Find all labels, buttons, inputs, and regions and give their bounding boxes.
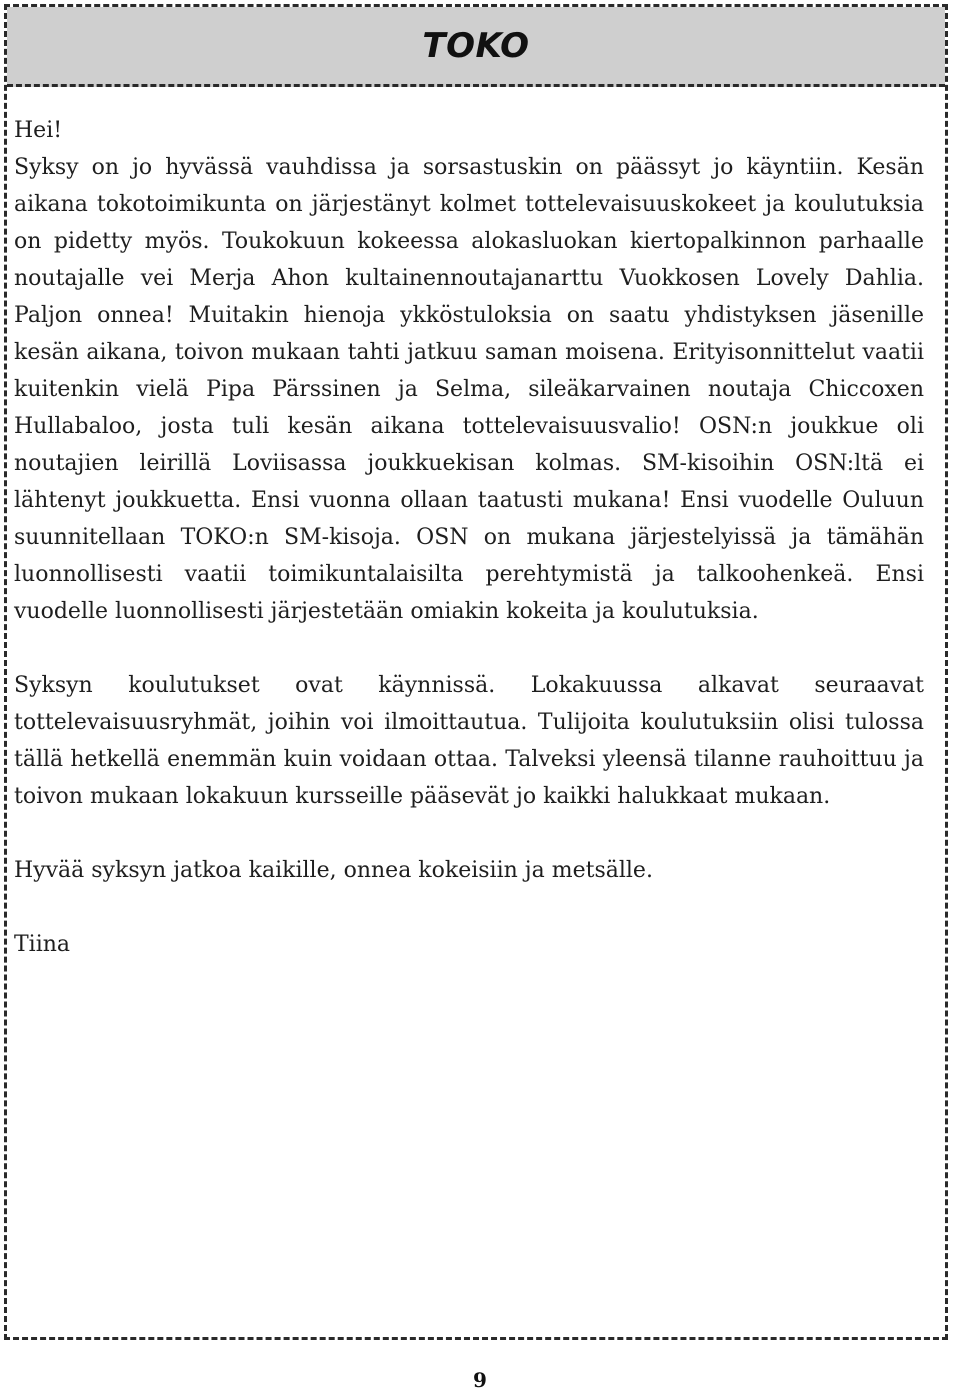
greeting: Hei!: [14, 118, 63, 143]
paragraph-spacer: [14, 815, 924, 852]
page-number: 9: [473, 1368, 487, 1392]
paragraph-news: Syksy on jo hyvässä vauhdissa ja sorsastuskin on päässyt jo käyntiin. Kesän aikana tokotoimikunta on järjestänyt kolmet tottelevaisuuskokeet ja koulutuksia on pidetty myös. Toukokuun kokeessa alokasluokan kiertopalkinnon parhaalle noutajalle vei Merja Ahon kultainennoutajanarttu Vuokkosen Lovely Dahlia. Paljon onnea! Muitakin hienoja ykköstuloksia on saatu yhdistyksen jäsenille kesän aikana, toivon mukaan tahti jatkuu saman moisena. Erityisonnittelut vaatii kuitenkin vielä Pipa Pärssinen ja Selma, sileäkarvainen noutaja Chiccoxen Hullabaloo, josta tuli kesän aikana tottelevaisuusvalio! OSN:n joukkue oli noutajien leirillä Loviisassa joukkuekisan kolmas. SM-kisoihin OSN:ltä ei lähtenyt joukkuetta. Ensi vuonna ollaan taatusti mukana! Ensi vuodelle Ouluun suunnitellaan TOKO:n SM-kisoja. OSN on mukana järjestelyissä ja tämähän luonnollisesti vaatii toimikuntalaisilta perehtymistä ja talkoohenkeä. Ensi vuodelle luonnollisesti järjestetään omiakin kokeita ja koulutuksia.: [14, 155, 924, 624]
signature: Tiina: [14, 932, 71, 957]
paragraph-courses: Syksyn koulutukset ovat käynnissä. Lokakuussa alkavat seuraavat tottelevaisuusryhmät, joihin voi ilmoittautua. Tulijoita koulutuksiin olisi tulossa tällä hetkellä enemmän kuin voidaan ottaa. Talveksi yleensä tilanne rauhoittuu ja toivon mukaan lokakuun kursseille pääsevät jo kaikki halukkaat mukaan.: [14, 673, 924, 809]
paragraph-spacer: [14, 630, 924, 667]
paragraph-spacer: [14, 889, 924, 926]
title-banner: [7, 7, 945, 87]
letter-body: [14, 112, 924, 963]
closing-line: Hyvää syksyn jatkoa kaikille, onnea kokeisiin ja metsälle.: [14, 858, 653, 883]
page-title: TOKO: [422, 25, 530, 66]
